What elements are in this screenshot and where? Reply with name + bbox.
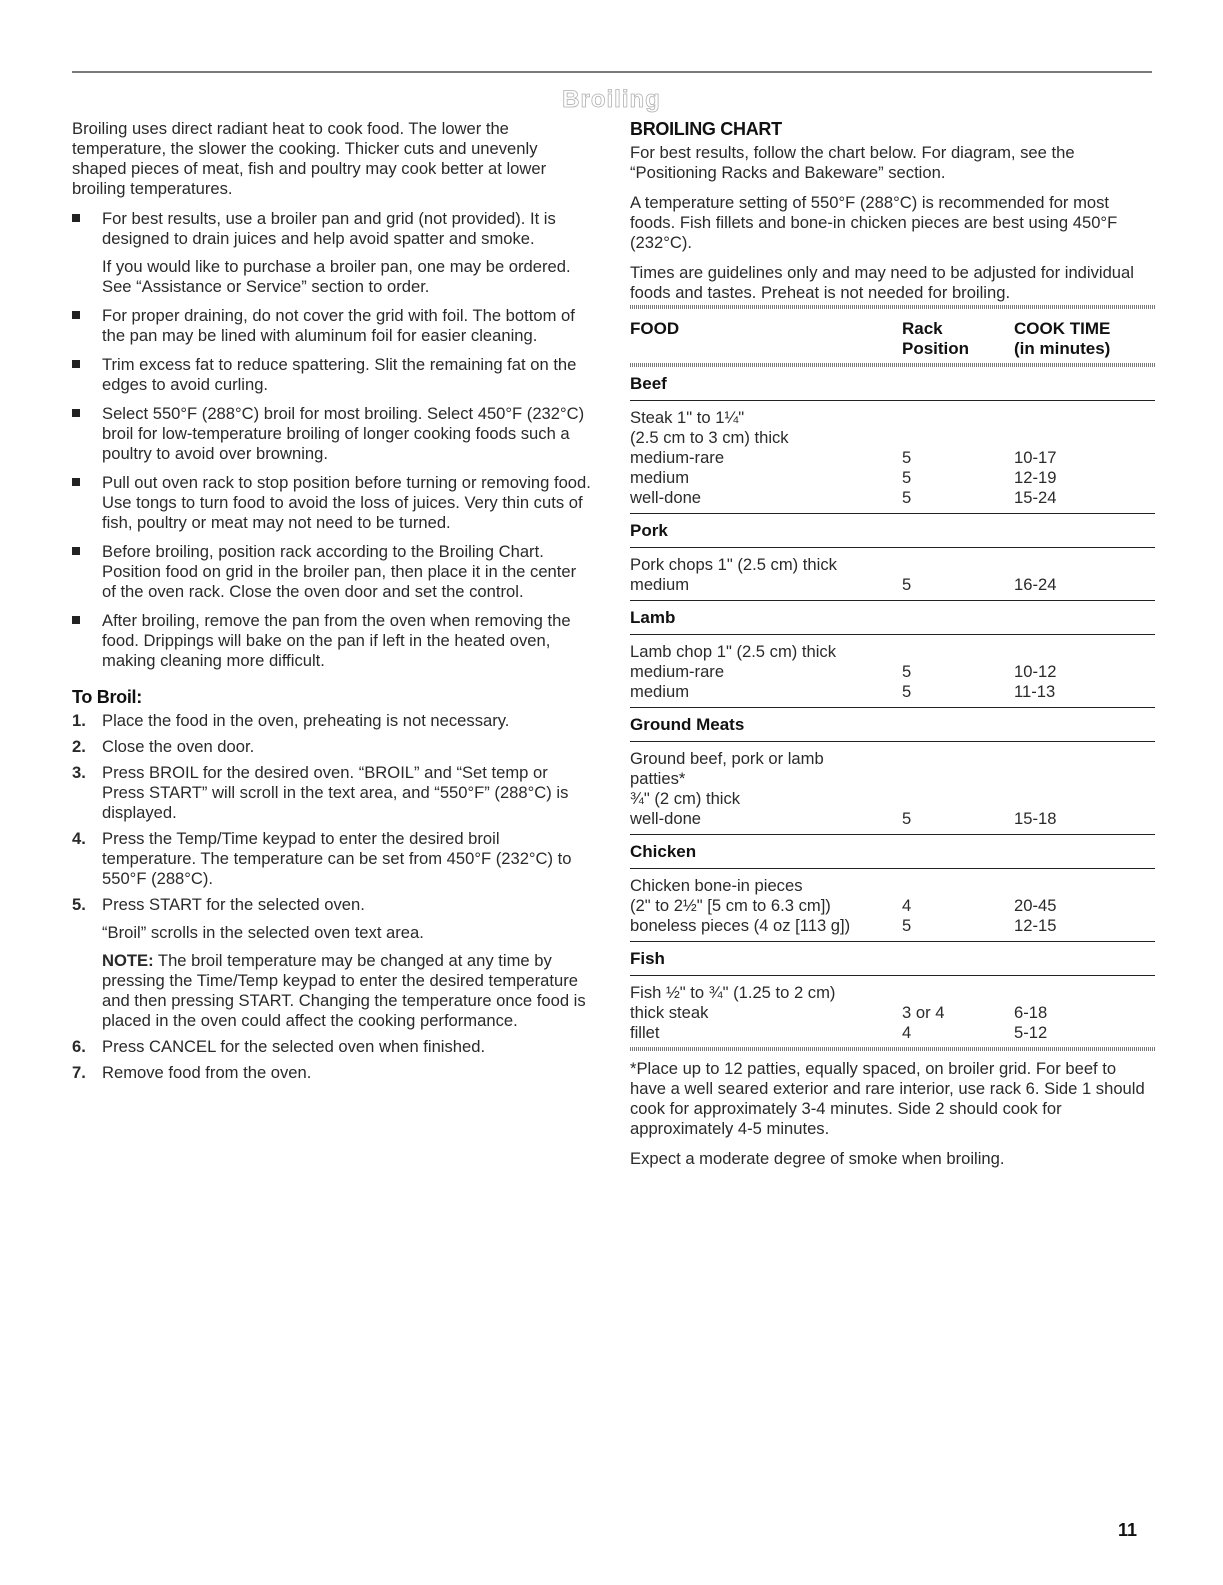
table-row: [630, 401, 1155, 429]
rack-cell: 5: [902, 809, 1014, 835]
table-row: [630, 789, 1155, 809]
time-cell: [1014, 401, 1155, 429]
time-cell: 12-15: [1014, 916, 1155, 942]
broiling-chart-table: [630, 313, 1155, 1047]
table-row: [630, 635, 1155, 663]
food-cell: thick steak: [630, 1003, 709, 1022]
top-rule: [72, 71, 1152, 73]
chart-intro-1: For best results, follow the chart below. For diagram, see the “Positioning Racks and Bakeware” section.: [630, 143, 1075, 182]
time-cell: 20-45: [1014, 896, 1057, 915]
rack-cell: 4: [902, 1023, 912, 1042]
time-cell: 10-12: [1014, 662, 1057, 681]
food-cell: Ground beef, pork or lamb: [630, 749, 824, 768]
category-row: [630, 835, 1155, 869]
food-cell: medium: [630, 682, 902, 708]
step-5-detail: “Broil” scrolls in the selected oven text area.: [102, 923, 424, 942]
step-item: 1. Place the food in the oven, preheating is not necessary.: [72, 711, 510, 730]
time-cell: [1014, 976, 1155, 1004]
food-cell: (2" to 2½" [5 cm to 6.3 cm]): [630, 896, 831, 915]
tips-list: [72, 209, 592, 249]
table-row: [630, 548, 1155, 576]
tips-list-continued: [72, 306, 592, 671]
rack-cell: 5: [902, 468, 912, 487]
table-row: [630, 428, 1155, 448]
table-row: [630, 916, 1155, 942]
table-row: [630, 662, 1155, 682]
time-cell: 10-17: [1014, 448, 1057, 467]
broil-steps: [72, 711, 592, 1083]
note-paragraph: NOTE: The broil temperature may be changed at any time by pressing the Time/Temp keypad to enter the desired temperature and then pressing START. Changing the temperature once food is placed in the oven could affect the cooking performance.: [102, 951, 586, 1030]
table-row: [630, 809, 1155, 835]
left-column: [72, 119, 592, 1089]
rack-cell: [902, 635, 1014, 663]
broiler-pan-note: If you would like to purchase a broiler pan, one may be ordered. See “Assistance or Service” section to order.: [102, 257, 571, 296]
square-bullet-icon: [72, 360, 80, 368]
food-cell: (2.5 cm to 3 cm) thick: [630, 428, 789, 447]
header-cook-time: COOK TIME (in minutes): [1014, 319, 1111, 358]
tip-item: Trim excess fat to reduce spattering. Slit the remaining fat on the edges to avoid curling.: [72, 355, 592, 395]
food-cell: medium-rare: [630, 662, 725, 681]
time-cell: [1014, 789, 1155, 809]
square-bullet-icon: [72, 311, 80, 319]
table-row: [630, 976, 1155, 1004]
square-bullet-icon: [72, 478, 80, 486]
table-row: [630, 742, 1155, 770]
category-row: [630, 514, 1155, 548]
tip-item: Before broiling, position rack according to the Broiling Chart. Position food on grid in the broiler pan, then place it in the center of the oven rack. Close the oven door and set the control.: [72, 542, 592, 602]
rack-cell: [902, 548, 1014, 576]
food-cell: ¾" (2 cm) thick: [630, 789, 741, 808]
square-bullet-icon: [72, 214, 80, 222]
food-cell: medium: [630, 575, 902, 601]
table-row: [630, 488, 1155, 514]
chart-title: BROILING CHART: [630, 119, 782, 139]
square-bullet-icon: [72, 616, 80, 624]
tip-item: For best results, use a broiler pan and grid (not provided). It is designed to drain juices and help avoid spatter and smoke.: [72, 209, 592, 249]
rack-cell: [902, 769, 1014, 789]
step-item: 2. Close the oven door.: [72, 737, 255, 756]
rack-cell: 3 or 4: [902, 1003, 945, 1022]
tip-item: Select 550°F (288°C) broil for most broiling. Select 450°F (232°C) broil for low-temperature broiling of longer cooking foods such a poultry to avoid over browning.: [72, 404, 592, 464]
time-cell: 5-12: [1014, 1023, 1048, 1042]
step-item: 4. Press the Temp/Time keypad to enter the desired broil temperature. The temperature can be set from 450°F (232°C) to 550°F (288°C).: [72, 829, 572, 888]
header-food: FOOD: [630, 319, 680, 338]
time-cell: 11-13: [1014, 682, 1155, 708]
rack-cell: [902, 428, 1014, 448]
time-cell: 6-18: [1014, 1003, 1048, 1022]
header-rack: Rack Position: [902, 319, 970, 358]
rack-cell: [902, 976, 1014, 1004]
table-row: [630, 1003, 1155, 1023]
time-cell: [1014, 869, 1155, 897]
category-row: [630, 942, 1155, 976]
time-cell: [1014, 548, 1155, 576]
rack-cell: [902, 789, 1014, 809]
table-header-row: [630, 313, 1155, 363]
rack-cell: 5: [902, 682, 1014, 708]
rack-cell: [902, 869, 1014, 897]
food-cell: Fish ½" to ¾" (1.25 to 2 cm): [630, 983, 836, 1002]
smoke-note: Expect a moderate degree of smoke when broiling.: [630, 1149, 1005, 1168]
table-row: [630, 769, 1155, 789]
note-label: NOTE:: [102, 951, 154, 970]
table-row: [630, 468, 1155, 488]
to-broil-heading: To Broil:: [72, 687, 142, 707]
food-cell: medium-rare: [630, 448, 725, 467]
food-cell: boneless pieces (4 oz [113 g]): [630, 916, 902, 942]
table-row: [630, 896, 1155, 916]
time-cell: [1014, 742, 1155, 770]
table-row: [630, 682, 1155, 708]
category-label: Pork: [630, 514, 1155, 548]
food-cell: Lamb chop 1" (2.5 cm) thick: [630, 642, 837, 661]
food-cell: Pork chops 1" (2.5 cm) thick: [630, 555, 837, 574]
rack-cell: [902, 401, 1014, 429]
rack-cell: 5: [902, 488, 1014, 514]
category-row: [630, 601, 1155, 635]
rack-cell: 5: [902, 916, 1014, 942]
step-item: 7. Remove food from the oven.: [72, 1063, 312, 1082]
tip-item: For proper draining, do not cover the grid with foil. The bottom of the pan may be lined with aluminum foil for easier cleaning.: [72, 306, 592, 346]
food-cell: fillet: [630, 1023, 660, 1042]
category-row: [630, 708, 1155, 742]
time-cell: 15-18: [1014, 809, 1155, 835]
food-cell: patties*: [630, 769, 686, 788]
section-title: Broiling: [562, 86, 661, 113]
time-cell: 15-24: [1014, 488, 1155, 514]
square-bullet-icon: [72, 409, 80, 417]
step-item: 3. Press BROIL for the desired oven. “BROIL” and “Set temp or Press START” will scroll in the text area, and “550°F” (288°C) is displayed.: [72, 763, 569, 822]
food-cell: medium: [630, 468, 690, 487]
table-row: [630, 575, 1155, 601]
tip-item: After broiling, remove the pan from the oven when removing the food. Drippings will bake on the pan if left in the heated oven, making cleaning more difficult.: [72, 611, 592, 671]
table-row: [630, 869, 1155, 897]
food-cell: well-done: [630, 809, 902, 835]
step-item: 6. Press CANCEL for the selected oven when finished.: [72, 1037, 486, 1056]
step-item: 5. Press START for the selected oven. “Broil” scrolls in the selected oven text area. NOTE: The broil temperature may be changed at any time by pressing the Time/Temp keypad to enter the desired temperature and then pressing START. Changing the temperature once food is placed in the oven could affect the cooking performance.: [72, 895, 592, 1031]
category-label: Lamb: [630, 601, 1155, 635]
rack-cell: 5: [902, 575, 1014, 601]
time-cell: [1014, 428, 1155, 448]
rack-cell: [902, 742, 1014, 770]
table-row: [630, 448, 1155, 468]
table-bottom-rule: [630, 1047, 1155, 1051]
time-cell: 12-19: [1014, 468, 1057, 487]
right-column: [630, 119, 1155, 1179]
chart-intro-2: A temperature setting of 550°F (288°C) is recommended for most foods. Fish fillets and bone-in chicken pieces are best using 450°F (232°C).: [630, 193, 1118, 252]
category-label: Ground Meats: [630, 708, 1155, 742]
food-cell: Chicken bone-in pieces: [630, 876, 803, 895]
category-label: Fish: [630, 942, 1155, 976]
chart-intro-3: Times are guidelines only and may need to be adjusted for individual foods and tastes. Preheat is not needed for broiling.: [630, 263, 1134, 302]
time-cell: [1014, 635, 1155, 663]
tip-item: Pull out oven rack to stop position before turning or removing food. Use tongs to turn food to avoid the loss of juices. Very thin cuts of fish, poultry or meat may not need to be turned.: [72, 473, 592, 533]
page-number: 11: [1118, 1520, 1138, 1540]
rack-cell: 5: [902, 662, 912, 681]
rack-cell: 5: [902, 448, 912, 467]
category-row: [630, 367, 1155, 401]
category-label: Chicken: [630, 835, 1155, 869]
category-label: Beef: [630, 367, 1155, 401]
time-cell: [1014, 769, 1155, 789]
time-cell: 16-24: [1014, 575, 1155, 601]
square-bullet-icon: [72, 547, 80, 555]
food-cell: well-done: [630, 488, 902, 514]
table-top-rule: [630, 305, 1155, 309]
chart-body: [630, 367, 1155, 1047]
rack-cell: 4: [902, 896, 912, 915]
table-row: [630, 1023, 1155, 1047]
food-cell: Steak 1" to 1¼": [630, 408, 745, 427]
intro-paragraph: Broiling uses direct radiant heat to cook food. The lower the temperature, the slower the cooking. Thicker cuts and unevenly shaped pieces of meat, fish and poultry may cook better at lower broiling temperatures.: [72, 119, 547, 198]
chart-footnote: *Place up to 12 patties, equally spaced, on broiler grid. For beef to have a well seared exterior and rare interior, use rack 6. Side 1 should cook for approximately 3-4 minutes. Side 2 should cook for approximately 4-5 minutes.: [630, 1059, 1145, 1138]
